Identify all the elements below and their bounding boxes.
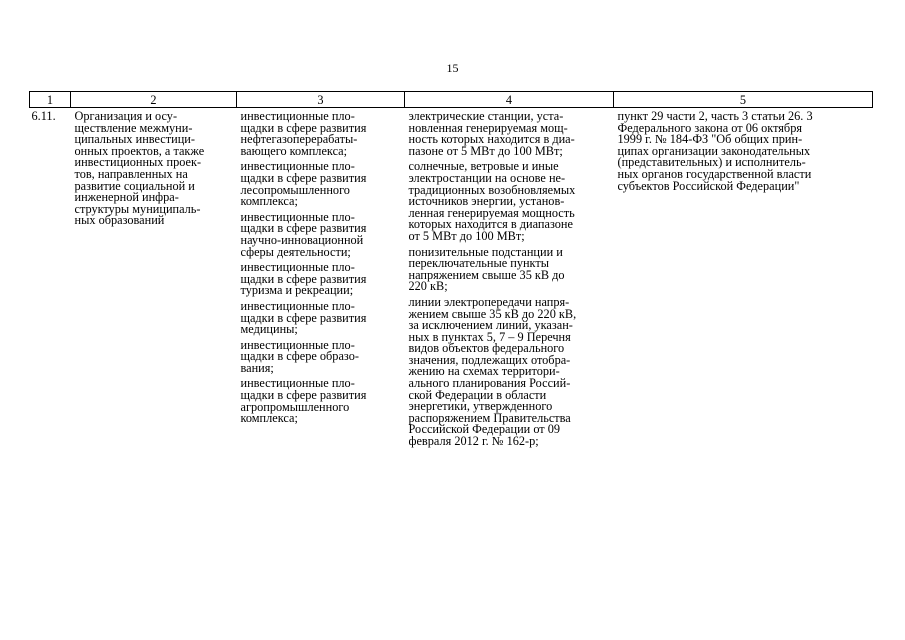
text-line: инженерной инфра- bbox=[74, 190, 179, 205]
text-line: энергетики, утвержденного bbox=[408, 399, 553, 414]
text-line: понизительные подстанции и bbox=[408, 244, 563, 259]
text-line: жением свыше 35 кВ до 220 кВ, bbox=[408, 306, 577, 321]
text-line: комплекса; bbox=[240, 194, 298, 209]
row-number: 6.11. bbox=[31, 109, 56, 123]
text-line: 220 кВ; bbox=[408, 279, 448, 294]
list-item bbox=[409, 111, 611, 157]
list-item bbox=[241, 262, 402, 297]
text-line: ципах организации законодательных bbox=[617, 143, 811, 158]
table-row bbox=[30, 108, 873, 452]
text-line: видов объектов федерального bbox=[408, 341, 565, 356]
text-line: электрические станции, уста- bbox=[408, 109, 564, 123]
text-line: (представительных) и исполнитель- bbox=[617, 155, 806, 170]
legal-basis-cell bbox=[614, 108, 873, 452]
energy-objects-cell bbox=[405, 108, 614, 452]
objects-cell bbox=[237, 108, 405, 452]
text-line: инвестиционных проек- bbox=[74, 155, 202, 170]
table-header-row bbox=[30, 92, 873, 108]
text-line: структуры муниципаль- bbox=[74, 201, 201, 216]
list-item bbox=[241, 378, 402, 424]
text-line: научно-инновационной bbox=[240, 232, 364, 247]
text-line: пункт 29 части 2, часть 3 статьи 26. 3 bbox=[617, 109, 813, 123]
text-line: ального планирования Россий- bbox=[408, 376, 571, 391]
text-line: которых находится в диапазоне bbox=[408, 217, 573, 232]
text-line: щадки в сфере развития bbox=[240, 120, 367, 135]
text-line: субъектов Российской Федерации" bbox=[617, 178, 800, 193]
text-line: переключательные пункты bbox=[408, 256, 550, 271]
text-line: традиционных возобновляемых bbox=[408, 182, 576, 197]
text-line: февраля 2012 г. № 162-р; bbox=[408, 434, 539, 449]
text-line: жению на схемах территори- bbox=[408, 364, 560, 379]
text-line: ных органов государственной власти bbox=[617, 166, 812, 181]
text-line: лесопромышленного bbox=[240, 182, 350, 197]
text-line: щадки в сфере образо- bbox=[240, 349, 359, 364]
column-header-3: 3 bbox=[237, 92, 405, 108]
text-line: инвестиционные пло- bbox=[240, 298, 355, 313]
list-item bbox=[240, 298, 402, 337]
column-header-4: 4 bbox=[405, 92, 614, 108]
text-line: тов, направленных на bbox=[74, 166, 188, 181]
text-line: за исключением линий, указан- bbox=[408, 318, 573, 333]
text-line: ных образований bbox=[74, 213, 165, 228]
text-line: вания; bbox=[240, 360, 274, 375]
text-line: Федерального закона от 06 октября bbox=[617, 120, 802, 135]
text-line: 1999 г. № 184-ФЗ "Об общих прин- bbox=[617, 132, 803, 147]
text-line: инвестиционные пло- bbox=[240, 337, 355, 352]
column-header-1: 1 bbox=[30, 92, 71, 108]
text-line: агропромышленного bbox=[240, 399, 350, 414]
text-line: солнечные, ветровые и иные bbox=[408, 159, 559, 174]
text-line: щадки в сфере развития bbox=[240, 271, 367, 286]
list-item bbox=[408, 294, 611, 449]
text-line: новленная генерируемая мощ- bbox=[408, 120, 568, 135]
text-line: медицины; bbox=[240, 322, 298, 337]
page-number: 15 bbox=[446, 61, 459, 75]
text-line: инвестиционные пло- bbox=[240, 209, 355, 224]
activity-cell bbox=[71, 108, 237, 452]
text-line: распоряжением Правительства bbox=[408, 410, 571, 425]
text-line: щадки в сфере развития bbox=[240, 388, 367, 403]
text-line: ществление межмуни- bbox=[74, 120, 193, 135]
text-line: ленная генерируемая мощность bbox=[408, 205, 575, 220]
text-line: комплекса; bbox=[240, 411, 298, 426]
text-line: от 5 МВт до 100 МВт; bbox=[408, 228, 525, 243]
row-number-cell bbox=[30, 108, 71, 452]
text-line: напряжением свыше 35 кВ до bbox=[408, 267, 565, 282]
list-item bbox=[241, 111, 402, 157]
text-line: источников энергии, установ- bbox=[408, 194, 565, 209]
text-line: линии электропередачи напря- bbox=[408, 294, 570, 309]
text-line: ных в пунктах 5, 7 – 9 Перечня bbox=[408, 329, 571, 344]
text-line: ской Федерации в области bbox=[408, 387, 547, 402]
text-line: значения, подлежащих отобра- bbox=[408, 352, 571, 367]
text-line: нефтегазоперерабаты- bbox=[240, 132, 358, 147]
text-line: ципальных инвестици- bbox=[74, 132, 195, 147]
text-line: инвестиционные пло- bbox=[240, 260, 355, 275]
list-item bbox=[241, 161, 402, 207]
text-line: ность которых находится в диа- bbox=[408, 132, 575, 147]
list-item bbox=[409, 161, 611, 242]
text-line: инвестиционные пло- bbox=[240, 159, 355, 174]
column-header-5: 5 bbox=[614, 92, 873, 108]
text-line: туризма и рекреации; bbox=[240, 283, 354, 298]
text-line: вающего комплекса; bbox=[240, 143, 348, 158]
text-line: инвестиционные пло- bbox=[240, 109, 355, 123]
list-item bbox=[408, 244, 611, 294]
text-line: инвестиционные пло- bbox=[240, 376, 355, 391]
list-item bbox=[240, 209, 402, 259]
text-line: сферы деятельности; bbox=[240, 244, 351, 259]
document-table bbox=[29, 91, 873, 452]
text-line: Организация и осу- bbox=[74, 109, 178, 123]
text-line: пазоне от 5 МВт до 100 МВт; bbox=[408, 143, 563, 158]
text-line: щадки в сфере развития bbox=[240, 170, 367, 185]
column-header-2: 2 bbox=[71, 92, 237, 108]
text-line: Российской Федерации от 09 bbox=[408, 422, 561, 437]
text-line: электростанции на основе не- bbox=[408, 170, 566, 185]
text-line: щадки в сфере развития bbox=[240, 221, 367, 236]
text-line: онных проектов, а также bbox=[74, 143, 205, 158]
text-line: щадки в сфере развития bbox=[240, 310, 367, 325]
list-item bbox=[240, 337, 402, 375]
text-line: развитие социальной и bbox=[74, 178, 195, 193]
